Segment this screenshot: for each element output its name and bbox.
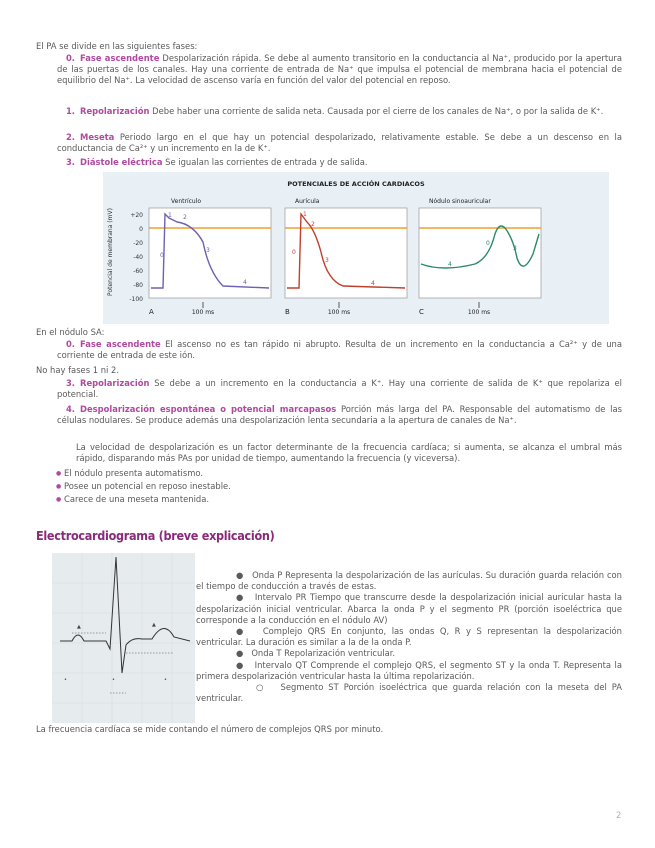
svg-text:•: • xyxy=(164,677,167,683)
phase-text: Periodo largo en el que hay un potencial despolarizado, relativamente estable. Se debe a un descenso en la conductancia de Ca²⁺ y un incremento en la de K⁺. xyxy=(57,132,622,154)
ecg-item-st-segment xyxy=(196,682,622,704)
y-tick: 0 xyxy=(139,226,143,233)
y-tick: -20 xyxy=(133,240,143,247)
panel-c-name: Nódulo sinoauricular xyxy=(429,198,491,205)
bullet: ● xyxy=(236,570,244,580)
ecg-item-p-wave xyxy=(196,570,622,592)
phase-3-item xyxy=(57,157,622,168)
panel-c-frame xyxy=(419,208,541,298)
panel-b-scale: 100 ms xyxy=(327,309,351,316)
ecg-trace-svg xyxy=(52,553,195,723)
y-axis-label: Potencial de membrana (mV) xyxy=(107,208,114,296)
panel-c-scale: 100 ms xyxy=(467,309,491,316)
phase-term: Despolarización espontánea o potencial marcapasos xyxy=(80,404,337,414)
panel-c-phase-label: 4 xyxy=(448,261,452,268)
page-number: 2 xyxy=(616,810,622,820)
action-potential-svg xyxy=(103,172,609,324)
no-phases-note: No hay fases 1 ni 2. xyxy=(36,365,120,375)
phase-term: Fase ascendente xyxy=(80,53,160,63)
panel-c-label: C xyxy=(419,308,424,316)
phase-number: 3. xyxy=(65,157,75,167)
sa-bullet: ● Posee un potencial en reposo inestable. xyxy=(64,481,231,492)
ecg-list xyxy=(196,570,622,704)
phase-term: Repolarización xyxy=(80,378,150,388)
panel-b-phase-label: 1 xyxy=(303,211,307,218)
panel-b-label: B xyxy=(285,308,290,316)
ecg-item-t-wave xyxy=(196,648,622,659)
phase-text: Porción más larga del PA. Responsable del automatismo de las células nodulares. Se produce además una despolarización lenta secundaria a la apertura de canales de Na⁺. xyxy=(57,404,622,426)
y-tick: -60 xyxy=(133,268,143,275)
panel-a-frame xyxy=(149,208,271,298)
ecg-item-pr-interval xyxy=(196,592,622,626)
panel-c-phase-label: 3 xyxy=(513,245,517,252)
panel-b-phase-label: 3 xyxy=(325,257,329,264)
bullet: ● xyxy=(236,659,245,670)
phase-number: 1. xyxy=(65,106,75,116)
phase-term: Meseta xyxy=(80,132,115,142)
y-tick: +20 xyxy=(130,212,143,219)
phase-0-item xyxy=(57,53,622,87)
panel-b-name: Aurícula xyxy=(295,198,320,205)
y-tick: -80 xyxy=(133,282,143,289)
panel-a-phase-label: 2 xyxy=(183,214,187,221)
sa-bullet: ● El nódulo presenta automatismo. xyxy=(64,468,203,479)
phase-term: Fase ascendente xyxy=(80,339,161,349)
phase-term: Diástole eléctrica xyxy=(80,157,163,167)
panel-a-phase-label: 1 xyxy=(168,212,172,219)
intro-text: El PA se divide en las siguientes fases: xyxy=(36,41,198,51)
panel-b-frame xyxy=(285,208,407,298)
sa-phase-4-note: La velocidad de despolarización es un factor determinante de la frecuencia cardíaca; si aumenta, se alcanza el umbral más rápido, disparando más PAs por unidad de tiempo, aumentando la frecuencia (y viceversa). xyxy=(76,442,622,464)
svg-text:▲: ▲ xyxy=(77,624,81,630)
panel-c-phase-label: 0 xyxy=(486,240,490,247)
panel-b-phase-label: 4 xyxy=(371,280,375,287)
action-potential-figure xyxy=(103,172,609,324)
ecg-item-text: Onda T Repolarización ventricular. xyxy=(251,648,396,659)
sa-intro: En el nódulo SA: xyxy=(36,327,105,337)
ecg-item-text: Intervalo PR Tiempo que transcurre desde la despolarización inicial auricular hasta la despolarización inicial ventricular. Abarca la onda P y el segmento PR (porción isoeléctrica que corresponde a la conducción en el nódulo AV) xyxy=(196,592,622,625)
bullet: ○ xyxy=(256,682,266,693)
y-tick: -100 xyxy=(129,296,143,303)
phase-text: Se igualan las corrientes de entrada y de salida. xyxy=(162,157,368,167)
ecg-item-qt-interval xyxy=(196,660,622,682)
sa-phase-3-item xyxy=(57,378,622,400)
bullet: ● xyxy=(236,626,247,637)
panel-b-phase-label: 0 xyxy=(292,249,296,256)
phase-term: Repolarización xyxy=(80,106,150,116)
bullet: ● xyxy=(236,592,245,603)
panel-a-phase-label: 0 xyxy=(160,252,164,259)
ecg-image xyxy=(52,553,195,723)
ecg-item-qrs-complex xyxy=(196,626,622,648)
ecg-item-text: Segmento ST Porción isoeléctrica que guarda relación con la meseta del PA ventricular. xyxy=(196,682,623,704)
ecg-item-text: Intervalo QT Comprende el complejo QRS, el segmento ST y la onda T. Representa la primera despolarización ventricular hasta la última repolarización. xyxy=(196,659,623,681)
svg-text:•: • xyxy=(112,677,115,683)
phase-number: 0. xyxy=(65,53,75,63)
bullet: ● xyxy=(236,648,244,659)
panel-a-phase-label: 4 xyxy=(243,279,247,286)
ecg-waveform xyxy=(60,557,190,673)
svg-text:•: • xyxy=(64,677,67,683)
panel-a-scale: 100 ms xyxy=(191,309,215,316)
phase-number: 0. xyxy=(65,339,75,349)
sa-phase-4-item xyxy=(57,404,622,426)
ecg-item-text: Complejo QRS En conjunto, las ondas Q, R y S representan la despolarización ventricular. La duración es similar a la de la onda P. xyxy=(196,626,622,648)
phase-text: Debe haber una corriente de salida neta. Causada por el cierre de los canales de Na⁺, o por la salida de K⁺. xyxy=(149,106,604,116)
phase-2-item xyxy=(57,132,622,154)
ecg-item-text: Onda P Representa la despolarización de las aurículas. Su duración guarda relación con el tiempo de conducción a través de estas. xyxy=(196,570,622,592)
sa-bullet: ● Carece de una meseta mantenida. xyxy=(64,494,209,505)
figure-title: POTENCIALES DE ACCIÓN CARDIACOS xyxy=(287,180,425,188)
sa-phase-0-item xyxy=(57,339,622,361)
phase-number: 2. xyxy=(65,132,75,142)
phase-1-item xyxy=(57,106,622,117)
panel-a-name: Ventrículo xyxy=(171,198,202,205)
panel-a-label: A xyxy=(149,308,154,316)
panel-a-phase-label: 3 xyxy=(206,247,210,254)
phase-text: Despolarización rápida. Se debe al aumento transitorio en la conductancia al Na⁺, producido por la apertura de las puertas de los canales. Hay una corriente de entrada de Na⁺ que impulsa el potencial de membrana hacia el potencial de equilibrio del Na⁺. La velocidad de ascenso varía en función del valor del potencial en reposo. xyxy=(57,53,622,86)
phase-text: Se debe a un incremento en la conductancia a K⁺. Hay una corriente de salida de K⁺ que repolariza el potencial. xyxy=(57,378,622,400)
svg-text:▲: ▲ xyxy=(152,622,156,628)
phase-number: 4. xyxy=(65,404,75,414)
phase-text: El ascenso no es tan rápido ni abrupto. Resulta de un incremento en la conductancia a Ca²⁺ y de una corriente de entrada de este ión. xyxy=(57,339,622,361)
y-tick: -40 xyxy=(133,254,143,261)
phase-number: 3. xyxy=(65,378,75,388)
qrs-note: La frecuencia cardíaca se mide contando el número de complejos QRS por minuto. xyxy=(36,724,384,734)
ecg-heading: Electrocardiograma (breve explicación) xyxy=(36,528,275,543)
panel-b-phase-label: 2 xyxy=(311,221,315,228)
